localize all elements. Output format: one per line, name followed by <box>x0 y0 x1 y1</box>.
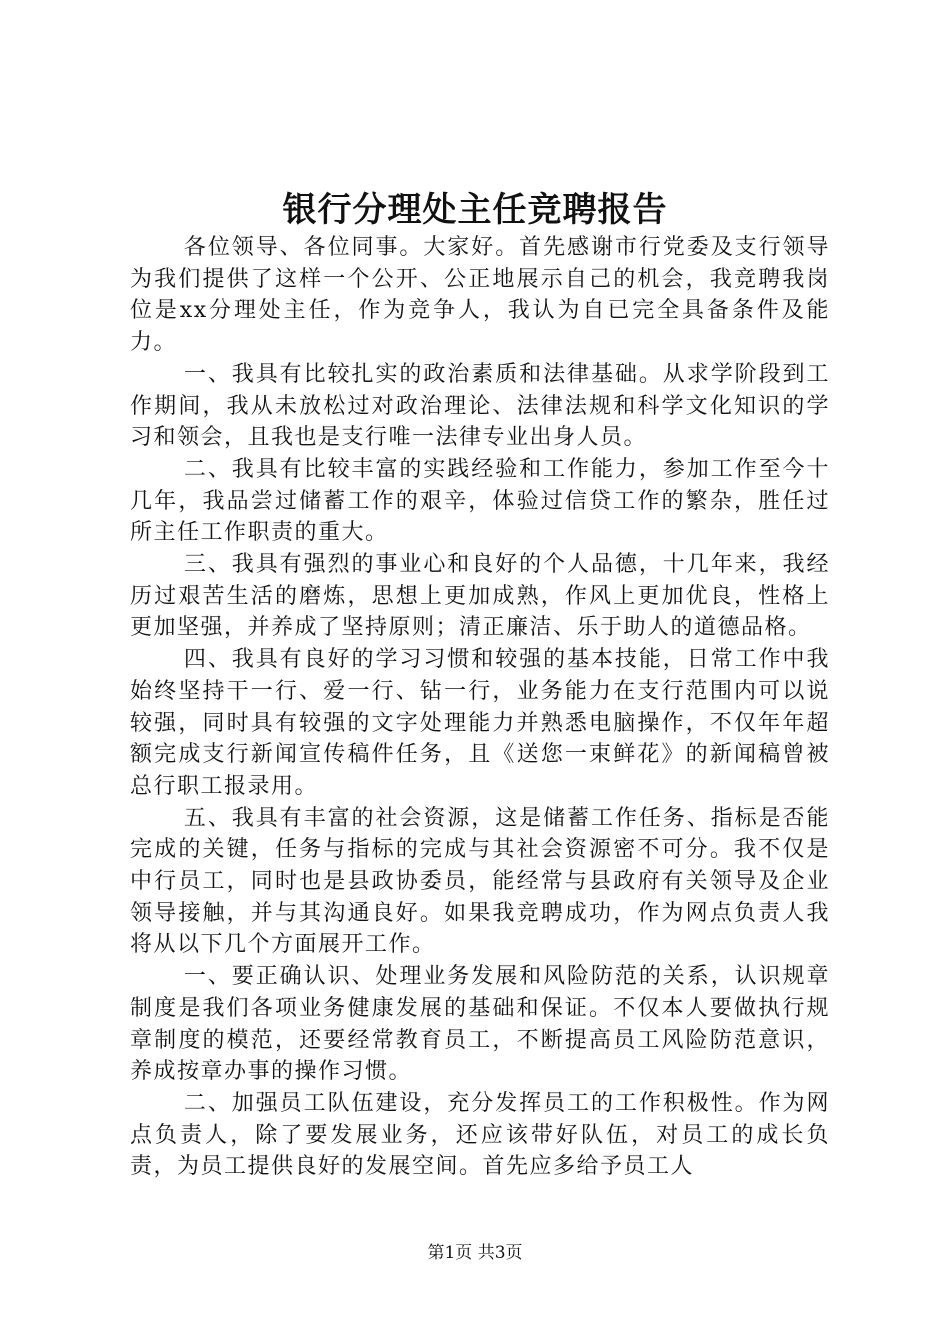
paragraph: 五、我具有丰富的社会资源，这是储蓄工作任务、指标是否能完成的关键，任务与指标的完成与其社会资源密不可分。我不仅是中行员工，同时也是县政协委员，能经常与县政府有关领导及企业领导接触，并与其沟通良好。如果我竞聘成功，作为网点负责人我将从以下几个方面展开工作。 <box>130 805 830 958</box>
paragraph: 一、我具有比较扎实的政治素质和法律基础。从求学阶段到工作期间，我从未放松过对政治理论、法律法规和科学文化知识的学习和领会，且我也是支行唯一法律专业出身人员。 <box>130 361 830 451</box>
paragraph: 二、我具有比较丰富的实践经验和工作能力，参加工作至今十几年，我品尝过储蓄工作的艰辛，体验过信贷工作的繁杂，胜任过所主任工作职责的重大。 <box>130 456 830 546</box>
paragraph: 二、加强员工队伍建设，充分发挥员工的工作积极性。作为网点负责人，除了要发展业务，还应该带好队伍，对员工的成长负责，为员工提供良好的发展空间。首先应多给予员工人 <box>130 1090 830 1180</box>
paragraph: 三、我具有强烈的事业心和良好的个人品德，十几年来，我经历过艰苦生活的磨炼，思想上更加成熟，作风上更加优良，性格上更加坚强，并养成了坚持原则；清正廉洁、乐于助人的道德品格。 <box>130 552 830 641</box>
paragraph: 一、要正确认识、处理业务发展和风险防范的关系，认识规章制度是我们各项业务健康发展的基础和保证。不仅本人要做执行规章制度的模范，还要经常教育员工，不断提高员工风险防范意识，养成按章办事的操作习惯。 <box>130 964 830 1085</box>
paragraph: 四、我具有良好的学习习惯和较强的基本技能，日常工作中我始终坚持干一行、爱一行、钻一行，业务能力在支行范围内可以说较强，同时具有较强的文字处理能力并熟悉电脑操作，不仅年年超额完成支行新闻宣传稿件任务，且《送您一束鲜花》的新闻稿曾被总行职工报录用。 <box>130 647 830 799</box>
paragraph: 各位领导、各位同事。大家好。首先感谢市行党委及支行领导为我们提供了这样一个公开、公正地展示自己的机会，我竞聘我岗位是xx分理处主任，作为竞争人，我认为自已完全具备条件及能力。 <box>130 235 830 356</box>
page-number-footer: 第1页 共3页 <box>427 1243 523 1263</box>
document-body <box>130 232 830 1183</box>
document-title: 银行分理处主任竞聘报告 <box>282 190 668 230</box>
